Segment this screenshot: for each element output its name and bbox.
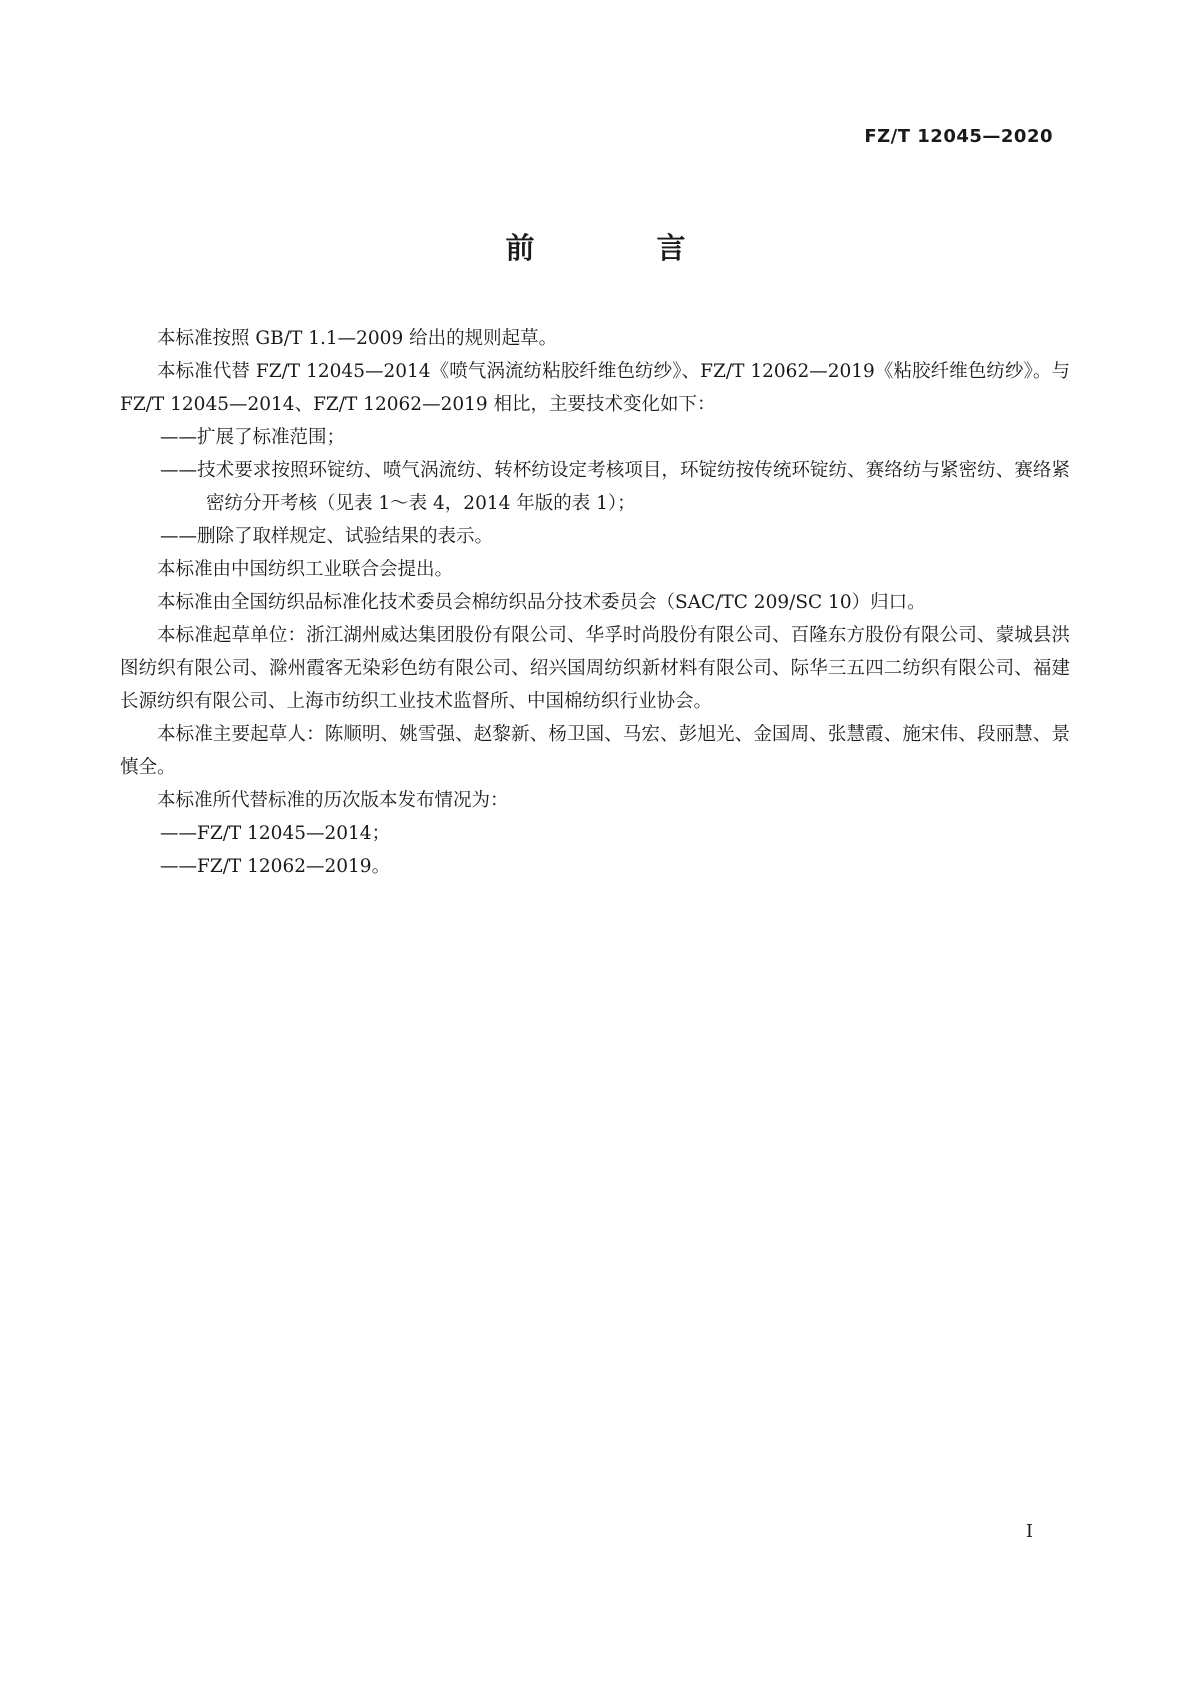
paragraph-committee: 本标准由全国纺织品标准化技术委员会棉纺织品分技术委员会（SAC/TC 209/SC 10）归口。 (157, 592, 926, 613)
paragraph-drafters: 本标准主要起草人：陈顺明、姚雪强、赵黎新、杨卫国、马宏、彭旭光、金国周、张慧霞、施宋伟、段丽慧、景慎全。 (120, 724, 1070, 778)
change-item-technical-requirements: ——技术要求按照环锭纺、喷气涡流纺、转杯纺设定考核项目，环锭纺按传统环锭纺、赛络纺与紧密纺、赛络紧密纺分开考核（见表 1～表 4，2014 年版的表 1）； (160, 460, 1070, 514)
paragraph-drafting-units: 本标准起草单位：浙江湖州威达集团股份有限公司、华孚时尚股份有限公司、百隆东方股份有限公司、蒙城县洪图纺织有限公司、滁州霞客无染彩色纺有限公司、绍兴国周纺织新材料有限公司、际华三五四二纺织有限公司、福建长源纺织有限公司、上海市纺织工业技术监督所、中国棉纺织行业协会。 (120, 625, 1070, 712)
version-item-2014: ——FZ/T 12045—2014； (160, 823, 391, 844)
paragraph-proposer: 本标准由中国纺织工业联合会提出。 (157, 559, 454, 580)
page-title: 前 言 (505, 231, 742, 265)
version-item-2019: ——FZ/T 12062—2019。 (160, 856, 391, 877)
paragraph-replacement: 本标准代替 FZ/T 12045—2014《喷气涡流纺粘胶纤维色纺纱》、FZ/T 12062—2019《粘胶纤维色纺纱》。与 FZ/T 12045—2014、FZ/T 12062—2019 相比，主要技术变化如下： (120, 361, 1070, 415)
change-item-deleted: ——删除了取样规定、试验结果的表示。 (160, 526, 494, 547)
paragraph-version-history: 本标准所代替标准的历次版本发布情况为： (157, 790, 509, 811)
standard-code: FZ/T 12045—2020 (864, 126, 1053, 147)
change-item-scope: ——扩展了标准范围； (160, 427, 346, 448)
paragraph-drafting-rules: 本标准按照 GB/T 1.1—2009 给出的规则起草。 (157, 328, 558, 349)
page-number: I (1025, 1521, 1033, 1542)
foreword-body (120, 322, 1070, 883)
